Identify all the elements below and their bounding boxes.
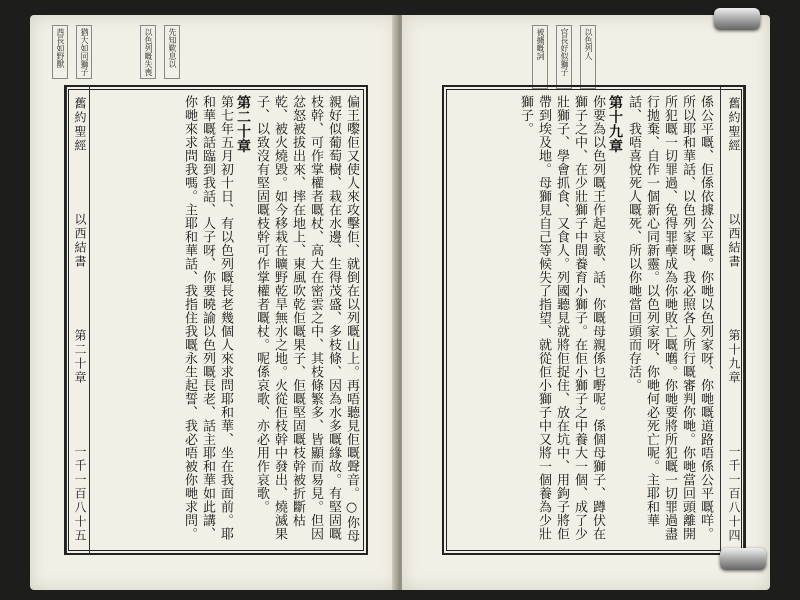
right-page	[402, 15, 770, 590]
left-chapter-heading: 第二十章	[235, 95, 251, 153]
right-paragraph-1: 係公平嘅、佢係依據公平嘅。你哋以色列家呀、你哋嘅道路唔係公平嘅咩。所以耶和華話、以色列家呀、我必照各人所行嘅審判你哋。你哋當回頭離開所犯嘅一切罪過、免得罪孽成為你哋敗亡嘅嚿。你哋要將所犯嘅一切罪過盡行拋棄、自作一個新心同新靈。以色列家呀、你哋何必死亡呢。主耶和華話、我唔喜悅死人嘅死、所以你哋當回頭而存活。	[626, 95, 713, 541]
left-running-head	[66, 87, 90, 553]
margin-note-3: 以色列嘅失喪	[140, 25, 156, 79]
left-body-text	[96, 95, 360, 545]
left-paragraph-1: 偏王嚟佢又使人來攻擊佢、就倒在以列嘅山上。再唔聽見佢嘅聲音。○你母親好似葡萄樹、栽在水邊、生得茂盛、多枝條、因為水多嘅緣故。有堅固嘅枝幹、可作掌權者嘅杖、高大在密雲之中、其枝條繁多、皆顯而易見。但因忿怒被拔出來、摔在地上、東風吹乾佢嘅果子、佢嘅堅固嘅枝幹被折斷枯乾、被火燒毀。如今移栽在曠野乾旱無水之地。火從佢枝幹中發出、燒滅果子、以致沒有堅固嘅枝幹可作掌權者嘅杖。呢係哀歌、亦必用作哀歌。	[254, 95, 359, 543]
book-spread	[30, 15, 770, 590]
binder-clip-top-icon	[714, 8, 760, 30]
running-title: 舊約聖經	[727, 97, 741, 153]
margin-note-7: 以色列人	[580, 25, 596, 89]
book-name: 以西結書	[73, 213, 87, 269]
margin-note-4: 先知歎息以	[164, 25, 180, 79]
running-title: 舊約聖經	[73, 97, 87, 153]
right-chapter-heading: 第十九章	[607, 95, 623, 153]
margin-note-1: 酋長如野獸	[52, 25, 68, 79]
right-running-head	[720, 87, 744, 553]
right-body-text	[450, 95, 714, 545]
margin-note-2: 猶大如同獅子	[76, 25, 92, 79]
chapter-label: 第十九章	[727, 329, 741, 385]
right-text-frame	[442, 85, 746, 555]
left-page	[30, 15, 398, 590]
right-paragraph-2: 你要為以色列嘅王作起哀歌、話、你嘅母親係乜嘢呢。係個母獅子、蹲伏在獅子之中、在少壯獅子中間養育小獅子。在佢小獅子之中養大一個、成了少壯獅子、學會抓食、又食人。列國聽見就將佢捉住、放在坑中、用鉤子將佢帶到埃及地。母獅見自己等候失了指望、就從佢小獅子中又將一個養為少壯獅子。	[518, 95, 605, 541]
book-name: 以西結書	[727, 213, 741, 269]
binder-clip-bottom-icon	[720, 548, 766, 570]
margin-note-5: 被擄嘅詞	[532, 25, 548, 89]
page-number: 一千一百八十四	[727, 445, 741, 543]
margin-note-6: 官長好似獅子	[556, 25, 572, 89]
page-number: 一千一百八十五	[73, 445, 87, 543]
left-text-frame	[64, 85, 368, 555]
left-paragraph-2: 第七年五月初十日、有以色列嘅長老幾個人來求問耶和華、坐在我面前。耶和華嘅話臨到我話、人子呀、你要曉諭以色列嘅長老、話主耶和華如此講、你哋來求問我嗎。主耶和華話、我指住我嘅永生起誓、我必唔被你哋求問。	[182, 95, 233, 541]
chapter-label: 第二十章	[73, 329, 87, 385]
